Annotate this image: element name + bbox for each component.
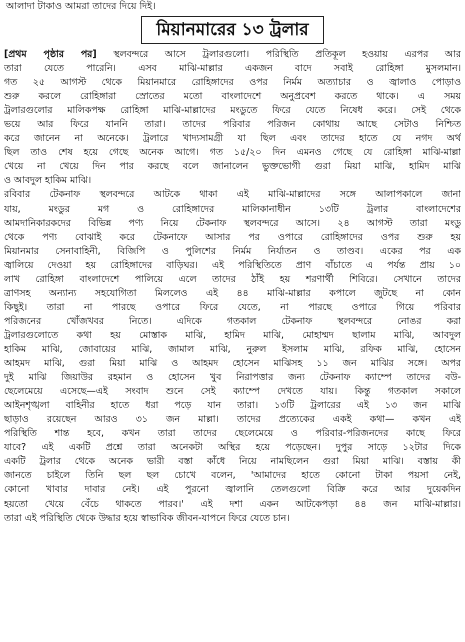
article-line: শুরু করলে রোহিঙ্গারা স্রোতের মতো বাংলাদেশে অনুপ্রবেশ করতে থাকে। এ সময় [4,91,461,103]
article-line: ত্রাণসহ অন্যান্য সহযোগিতা মিললেও এই ৪৪ মাঝি-মাল্লার কপালে জুটছে না কোন [4,287,461,299]
article-line: একটি ট্রলার থেকে অনেক ভারী বস্তা কাঁধে নিয়ে নামছিলেন গুরা মিয়া মাঝি। বস্তায় কী [4,456,461,468]
headline: মিয়ানমারের ১৩ ট্রলার [141,16,323,44]
article-line: ছাড়াও রয়েছেন আরও ৩১ জন মাল্লা। তাদের প্রত্যেকের একই কথা— কখন এই [4,414,461,426]
article-line: মিয়ানমার সেনাবাহিনী, বিজিপি ও পুলিশের নির্মম নির্যাতন ও তাণ্ডব। একের পর এক [4,245,461,257]
article-line: গত ২৫ আগস্ট থেকে মিয়ানমারে রোহিঙ্গাদের ওপর নির্মম অত্যাচার ও জ্বালাও পোড়াও [4,77,461,89]
article-line: জ্বালিয়ে দেওয়া হয় রোহিঙ্গাদের বাড়িঘর। এই পরিস্থিতিতে প্রাণ বাঁচাতে এ পর্যন্ত প্রায় ১০ [4,259,461,271]
article-line: ভয়ে আর ফিরে যাননি তারা। তাদের পরিবার পরিজন কোথায় আছে সেটাও নিশ্চিত [4,119,461,131]
article-line: রবিবার টেকনাফ স্থলবন্দরে আটকে থাকা এই মাঝি-মাল্লাদের সঙ্গে আলাপকালে জানা [4,189,461,201]
article-line: ট্রলারগুলোর মালিকপক্ষ রোহিঙ্গা মাঝি-মাল্লাদের মংডুতে ফিরে যেতে নিষেধ করে। সেই থেকে [4,105,461,117]
article-line: ছেলেমেয়ে এসেছে—এই সংবাদ শুনে সেই ক্যাম্পে দেখতে যায়। কিন্তু গতকাল সকালে [4,386,461,398]
article-line: তারা যেতে পারেনি। এসব মাঝি-মাল্লার একজন বাদে সবাই রোহিঙ্গা মুসলমান। [4,63,461,75]
article-line: তারা এই পরিস্থিতি থেকে উদ্ধার হয়ে স্বাভাবিক জীবন-যাপনে ফিরে যেতে চান। [4,512,290,524]
article-line: দুই মাঝি জিয়াউর রহমান ও হোসেন খুব নিরাপত্তার জন্য টেকনাফ ক্যাম্পে তাদের বউ- [4,372,461,384]
article-line: হাকিম মাঝি, জোবায়ের মাঝি, জামাল মাঝি, নুরুল ইসলাম মাঝি, রফিক মাঝি, হোসেন [4,343,461,355]
article-paragraph-2 [4,188,461,525]
previous-article-tail: আলাদা টাকাও আমরা তাদের দিয়ে দিই। [6,1,156,12]
article-line: করে জানেন না অনেকে। ট্রলারে খাদ্যসামগ্রী যা ছিল এবং তাদের হাতে যে নগদ অর্থ [4,133,461,145]
article-line: হয়তো খেয়ে বেঁচে থাকতে পারব।' এই দশা একন আটকেপড়া ৪৪ জন মাঝি-মাল্লার। [4,498,461,510]
headline-box [4,16,461,44]
article-line: পরিজনের খোঁজখবর নিতে। এদিকে গতকাল টেকনাফ স্থলবন্দরে নোঙর করা [4,315,461,327]
article-line: কোনো খাবার দাবার নেই। এই পুরনো জ্বালানি তেলগুলো বিক্রি করে আর দুয়েকদিন [4,484,461,496]
article-line: পরিস্থিতি শান্ত হবে, কখন তারা তাদের ছেলেমেয়ে ও পরিবার-পরিজনদের কাছে ফিরে [4,428,461,440]
article-line: যাবে? এই একটি প্রশ্নে তারা অনেকটা অস্থির হয়ে পড়েছেন। দুপুর সাড়ে ১২টার দিকে [4,442,461,454]
article-line: খেয়ে না খেয়ে দিন পার করছে বলে জানালেন ভুক্তভোগী গুরা মিয়া মাঝি, হামিদ মাঝি [4,161,461,173]
article-line: ছিল তাও শেষ হয়ে গেছে অনেক আগে। গত ১৫/২০ দিন এমনও গেছে যে রোহিঙ্গা মাঝি-মাল্লা [4,147,461,159]
article-line: [প্রথম পৃষ্ঠার পর] স্থলবন্দরে আসে ট্রলারগুলো। পরিস্থিতি প্রতিকূল হওয়ায় এরপর আর [4,49,461,60]
article-line: ট্রলারগুলোতে কথা হয় মোস্তাক মাঝি, হামিদ মাঝি, মোহাম্মদ ছালাম মাঝি, আবদুল [4,329,461,341]
article-line: আমদানিকারকদের বিভিন্ন পণ্য নিয়ে টেকনাফ স্থলবন্দরে আসে। ২৪ আগস্ট তারা মংডু [4,217,461,229]
article-line: লাখ রোহিঙ্গা বাংলাদেশে পালিয়ে এলে তাদের ঠাঁই হয় শরণার্থী শিবিরে। সেখানে তাদের [4,273,461,285]
article-paragraph-1 [4,48,461,188]
article-line: আইনশৃঙ্খলা বাহিনীর হাতে ধরা পড়ে যান তারা। ১৩টি ট্রলারের এই ১৩ জন মাঝি [4,400,461,412]
article-line: আহমদ মাঝি, গুরা মিয়া মাঝি ও আহমদ হোসেন মাঝিসহ ১১ জন মাঝির সঙ্গে। অপর [4,358,461,370]
article-line: থেকে পণ্য বোঝাই করে টেকনাফে আসার পর ওপারে রোহিঙ্গাদের ওপর শুরু হয় [4,231,461,243]
article-line: ও আবদুল হাকিম মাঝি। [4,175,92,187]
article-line: কিছুই। তারা না পারছে ওপারে ফিরে যেতে, না পারছে ওপারে গিয়ে পরিবার [4,301,461,313]
continuation-tag: [প্রথম পৃষ্ঠার পর] [4,49,97,60]
article-line: যায়, মংডুর মগ ও রোহিঙ্গাদের মালিকানাধীন ১৩টি ট্রলার বাংলাদেশের [4,203,461,215]
article-line: জানতে চাইলে তিনি ছল ছল চোখে বলেন, 'আমাদের হাতে কোনো টাকা পয়সা নেই, [4,470,461,482]
